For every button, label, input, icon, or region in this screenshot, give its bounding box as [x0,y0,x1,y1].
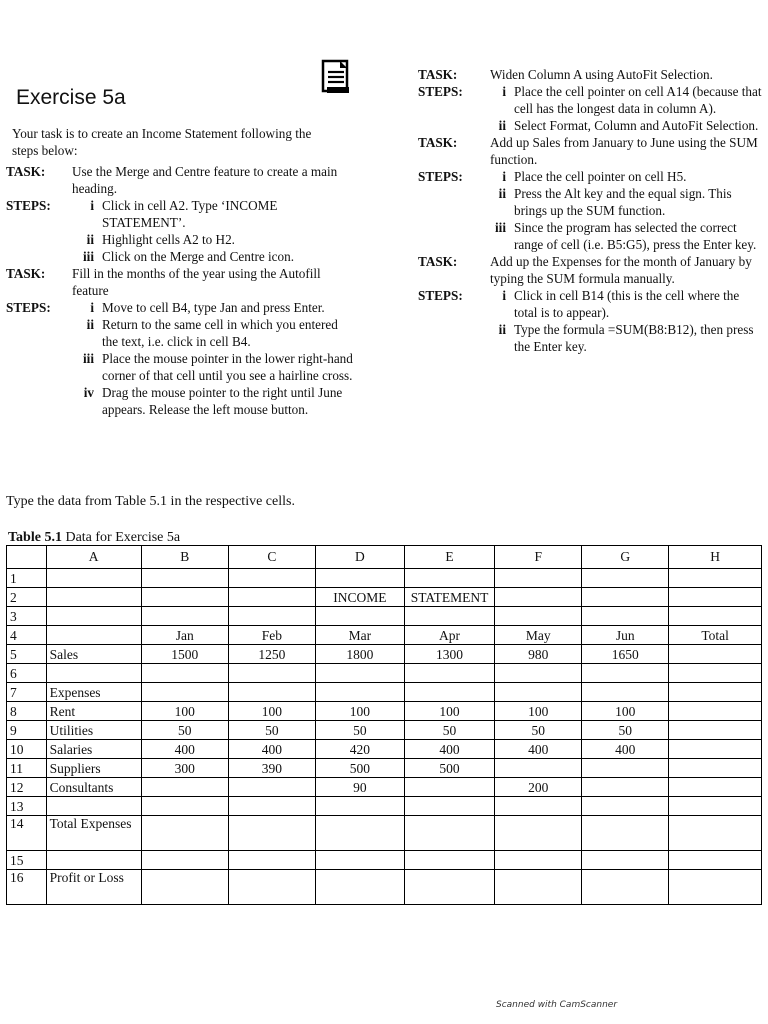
instruction-label [418,185,482,219]
instruction-label: STEPS: [418,84,463,99]
step-number: i [502,288,506,303]
table-cell [141,569,228,588]
table-cell: 100 [228,702,315,721]
instruction-text: Place the cell pointer on cell A14 (because that cell has the longest data in column A). [514,84,762,116]
scanner-watermark: Scanned with CamScanner [496,1000,618,1010]
instruction-row [418,219,763,253]
row-header: 10 [7,740,47,759]
table-cell [315,797,404,816]
table-cell [582,759,669,778]
instruction-row [418,83,763,117]
table-cell [404,851,495,870]
row-header: 5 [7,645,47,664]
table-cell [669,759,762,778]
instruction-row [6,299,356,316]
table-cell [141,664,228,683]
table-cell [141,816,228,851]
row-header: 13 [7,797,47,816]
left-instructions [6,163,356,418]
table-instruction: Type the data from Table 5.1 in the respective cells. [6,494,295,509]
table-cell [669,721,762,740]
table-cell [495,664,582,683]
row-header: 12 [7,778,47,797]
table-cell: 100 [404,702,495,721]
table-row [7,740,762,759]
table-cell [669,797,762,816]
step-number: i [502,84,506,99]
table-row [7,626,762,645]
table-cell: 50 [228,721,315,740]
table-cell: 100 [141,702,228,721]
table-cell [141,778,228,797]
table-cell: Profit or Loss [46,870,141,905]
table-cell [495,797,582,816]
table-cell [141,851,228,870]
table-cell: 400 [582,740,669,759]
table-cell [46,607,141,626]
table-row [7,797,762,816]
table-row [7,778,762,797]
table-cell [46,664,141,683]
table-cell: 50 [315,721,404,740]
table-cell [46,797,141,816]
table-row [7,664,762,683]
instruction-label [6,316,64,350]
column-header: A [46,546,141,569]
column-header [7,546,47,569]
row-header: 8 [7,702,47,721]
table-cell [315,569,404,588]
instruction-text: Type the formula =SUM(B8:B12), then press the Enter key. [514,322,754,354]
instruction-text: Add up Sales from January to June using the SUM function. [490,135,758,167]
step-number: iii [83,249,94,264]
table-cell [669,607,762,626]
table-row [7,816,762,851]
table-cell [228,778,315,797]
column-header: D [315,546,404,569]
table-cell: 420 [315,740,404,759]
table-cell: 50 [495,721,582,740]
table-cell [404,664,495,683]
table-cell: Suppliers [46,759,141,778]
table-cell: Rent [46,702,141,721]
row-header: 16 [7,870,47,905]
column-header: C [228,546,315,569]
table-cell [582,797,669,816]
step-number: ii [498,118,506,133]
instruction-label: STEPS: [418,288,463,303]
table-cell: 100 [582,702,669,721]
table-cell [315,664,404,683]
table-cell: 1650 [582,645,669,664]
table-cell: Apr [404,626,495,645]
instruction-label [418,321,482,355]
instruction-text: Click in cell B14 (this is the cell where the total is to appear). [514,288,740,320]
column-header: H [669,546,762,569]
table-cell: 100 [495,702,582,721]
table-cell: STATEMENT [404,588,495,607]
table-cell [582,607,669,626]
table-row [7,607,762,626]
table-cell: 400 [228,740,315,759]
table-cell: 50 [582,721,669,740]
instruction-text: Press the Alt key and the equal sign. This brings up the SUM function. [514,186,732,218]
table-cell [669,645,762,664]
intro-text: Your task is to create an Income Statement following the steps below: [12,126,312,158]
table-cell [669,851,762,870]
step-number: ii [86,232,94,247]
table-cell [582,851,669,870]
instruction-label [418,219,482,253]
table-cell: 1250 [228,645,315,664]
table-cell [141,588,228,607]
step-number [482,66,490,83]
row-header: 14 [7,816,47,851]
instruction-text: Move to cell B4, type Jan and press Enter. [102,300,325,315]
table-row [7,588,762,607]
column-header: B [141,546,228,569]
table-row [7,851,762,870]
instruction-label [6,384,64,418]
table-cell [404,870,495,905]
instruction-row [6,384,356,418]
table-cell [582,816,669,851]
table-cell [669,569,762,588]
table-cell [669,816,762,851]
instruction-row [6,350,356,384]
instruction-row [418,185,763,219]
table-cell: 1500 [141,645,228,664]
table-cell [495,851,582,870]
table-cell: Total Expenses [46,816,141,851]
table-cell: 400 [404,740,495,759]
instruction-row [6,265,356,299]
table-cell: 400 [495,740,582,759]
document-icon [318,58,356,96]
table-cell [582,588,669,607]
table-cell [495,569,582,588]
table-cell [582,778,669,797]
table-caption-label: Table 5.1 [8,530,62,545]
data-table [6,545,762,905]
instruction-label: TASK: [418,254,458,269]
instruction-text: Add up the Expenses for the month of January by typing the SUM formula manually. [490,254,752,286]
table-row [7,683,762,702]
instruction-label: TASK: [418,67,458,82]
table-cell: Consultants [46,778,141,797]
instruction-label: STEPS: [6,300,51,315]
table-cell: INCOME [315,588,404,607]
table-caption-text: Data for Exercise 5a [65,530,181,545]
table-cell: 300 [141,759,228,778]
table-cell: May [495,626,582,645]
instruction-label [6,350,64,384]
table-row [7,702,762,721]
table-cell [228,607,315,626]
table-cell [669,702,762,721]
instruction-text: Widen Column A using AutoFit Selection. [490,67,713,82]
table-cell [495,870,582,905]
table-cell [228,816,315,851]
table-cell: 500 [315,759,404,778]
instruction-row [418,253,763,287]
table-cell: Jun [582,626,669,645]
table-cell [228,588,315,607]
instruction-label: STEPS: [6,198,51,213]
table-cell: 390 [228,759,315,778]
table-cell [228,851,315,870]
instruction-row [6,316,356,350]
instruction-row [418,287,763,321]
table-row [7,721,762,740]
table-cell [495,759,582,778]
table-cell: 500 [404,759,495,778]
table-cell [141,797,228,816]
instruction-text: Place the mouse pointer in the lower right-hand corner of that cell until you see a hairline cross. [102,351,353,383]
instruction-row [418,321,763,355]
step-number: iv [83,385,94,400]
table-cell: Salaries [46,740,141,759]
step-number [64,265,72,299]
instruction-text: Return to the same cell in which you entered the text, i.e. click in cell B4. [102,317,338,349]
table-cell [315,851,404,870]
table-cell: Jan [141,626,228,645]
instruction-label: TASK: [6,164,46,179]
step-number [482,253,490,287]
row-header: 4 [7,626,47,645]
instruction-text: Fill in the months of the year using the Autofill feature [72,266,321,298]
table-row [7,645,762,664]
table-caption [8,530,180,546]
table-cell [582,870,669,905]
instruction-label [6,231,64,248]
instruction-text: Click on the Merge and Centre icon. [102,249,295,264]
table-cell: Sales [46,645,141,664]
instruction-text: Drag the mouse pointer to the right until June appears. Release the left mouse button. [102,385,343,417]
table-cell: Total [669,626,762,645]
step-number: iii [83,351,94,366]
table-row [7,569,762,588]
right-instructions [418,66,763,355]
table-cell [46,851,141,870]
table-cell [315,683,404,702]
table-cell [582,569,669,588]
table-cell: 200 [495,778,582,797]
row-header: 15 [7,851,47,870]
table-row [7,870,762,905]
table-cell [141,683,228,702]
step-number [64,163,72,197]
table-cell [228,683,315,702]
table-cell [228,569,315,588]
table-cell: 1800 [315,645,404,664]
column-header: E [404,546,495,569]
instruction-label: TASK: [418,135,458,150]
table-cell [669,740,762,759]
table-cell [315,870,404,905]
table-cell: 400 [141,740,228,759]
instruction-label: TASK: [6,266,46,281]
table-cell [46,569,141,588]
table-cell [669,664,762,683]
table-cell [495,607,582,626]
table-cell [404,607,495,626]
column-header: F [495,546,582,569]
instruction-row [6,248,356,265]
table-cell [582,683,669,702]
table-cell [404,797,495,816]
instruction-row [6,197,356,231]
step-number: i [90,198,94,213]
row-header: 6 [7,664,47,683]
instruction-text: Place the cell pointer on cell H5. [514,169,687,184]
instruction-row [418,134,763,168]
table-cell [315,816,404,851]
table-cell: 1300 [404,645,495,664]
instruction-text: Use the Merge and Centre feature to create a main heading. [72,164,338,196]
step-number: ii [86,317,94,332]
step-number: ii [498,186,506,201]
row-header: 2 [7,588,47,607]
table-cell [495,683,582,702]
table-cell [669,588,762,607]
table-cell [669,870,762,905]
instruction-text: Highlight cells A2 to H2. [102,232,235,247]
table-cell [404,816,495,851]
instruction-row [6,163,356,197]
table-cell: 100 [315,702,404,721]
table-cell: Expenses [46,683,141,702]
instruction-text: Select Format, Column and AutoFit Selection. [514,118,759,133]
table-cell: Mar [315,626,404,645]
instruction-label [418,117,482,134]
instruction-text: Click in cell A2. Type ‘INCOME STATEMENT’. [102,198,278,230]
table-cell [228,797,315,816]
column-header-row [7,546,762,569]
instruction-row [418,66,763,83]
table-cell [404,683,495,702]
page-title: Exercise 5a [16,86,126,109]
table-cell: Utilities [46,721,141,740]
row-header: 1 [7,569,47,588]
instruction-label: STEPS: [418,169,463,184]
table-cell: 50 [404,721,495,740]
step-number: i [502,169,506,184]
instruction-label [6,248,64,265]
table-cell [141,607,228,626]
table-cell [495,816,582,851]
table-cell [315,607,404,626]
table-cell: Feb [228,626,315,645]
step-number: i [90,300,94,315]
step-number [482,134,490,168]
step-number: iii [495,220,506,235]
table-cell [46,588,141,607]
instruction-row [6,231,356,248]
step-number: ii [498,322,506,337]
table-cell [404,569,495,588]
table-cell: 90 [315,778,404,797]
table-cell [141,870,228,905]
instruction-text: Since the program has selected the correct range of cell (i.e. B5:G5), press the Enter key. [514,220,757,252]
table-cell [582,664,669,683]
table-cell [404,778,495,797]
instruction-row [418,168,763,185]
row-header: 7 [7,683,47,702]
table-cell [669,778,762,797]
table-cell [228,664,315,683]
table-cell: 50 [141,721,228,740]
instruction-row [418,117,763,134]
table-cell [669,683,762,702]
row-header: 9 [7,721,47,740]
row-header: 11 [7,759,47,778]
table-cell [495,588,582,607]
table-row [7,759,762,778]
table-cell [46,626,141,645]
row-header: 3 [7,607,47,626]
column-header: G [582,546,669,569]
table-cell [228,870,315,905]
table-cell: 980 [495,645,582,664]
